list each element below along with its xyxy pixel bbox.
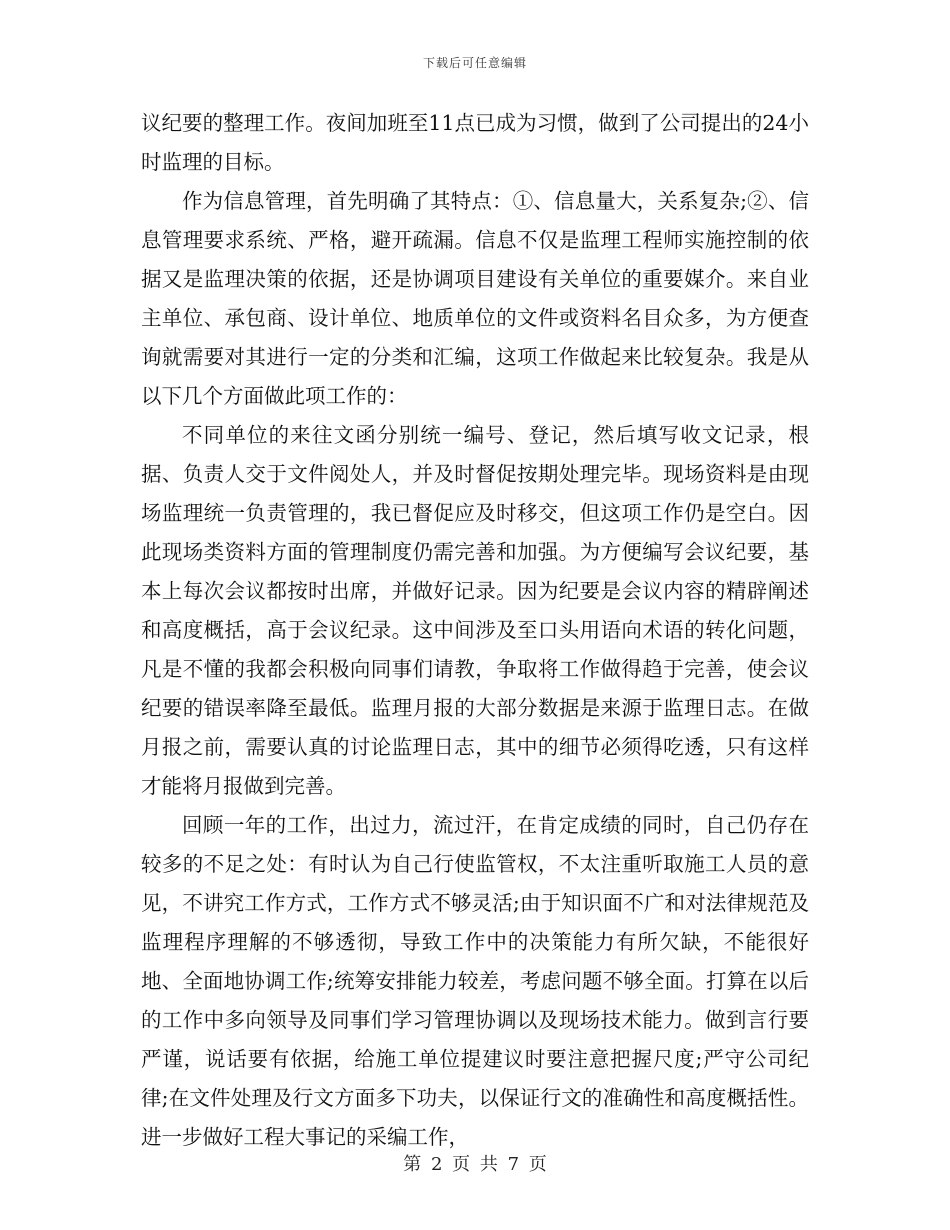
page-number: 第 2 页 共 7 页	[403, 1154, 547, 1175]
paragraph-document-handling: 不同单位的来往文函分别统一编号、登记，然后填写收文记录，根据、负责人交于文件阅处人，并及时督促按期处理完毕。现场资料是由现场监理统一负责管理的，我已督促应及时移交，但这项工作仍是空白。因此现场类资料方面的管理制度仍需完善和加强。为方便编写会议纪要，基本上每次会议都按时出席，并做好记录。因为纪要是会议内容的精辟阐述和高度概括，高于会议纪录。这中间涉及至口头用语向术语的转化问题，凡是不懂的我都会积极向同事们请教，争取将工作做得趋于完善，使会议纪要的错误率降至最低。监理月报的大部分数据是来源于监理日志。在做月报之前，需要认真的讨论监理日志，其中的细节必须得吃透，只有这样才能将月报做到完善。	[141, 423, 809, 798]
page-header-note: 下载后可任意编辑	[422, 56, 527, 70]
paragraph-self-review: 回顾一年的工作，出过力，流过汗，在肯定成绩的同时，自己仍存在较多的不足之处：有时认为自己行使监管权，不太注重听取施工人员的意见，不讲究工作方式，工作方式不够灵活;由于知识面不广和对法律规范及监理程序理解的不够透彻，导致工作中的决策能力有所欠缺，不能很好地、全面地协调工作;统筹安排能力较差，考虑问题不够全面。打算在以后的工作中多向领导及同事们学习管理协调以及现场技术能力。做到言行要严谨，说话要有依据，给施工单位提建议时要注意把握尺度;严守公司纪律;在文件处理及行文方面多下功夫，以保证行文的准确性和高度概括性。进一步做好工程大事记的采编工作，	[141, 813, 809, 1149]
paragraph-info-management: 作为信息管理，首先明确了其特点：①、信息量大，关系复杂;②、信息管理要求系统、严格，避开疏漏。信息不仅是监理工程师实施控制的依据又是监理决策的依据，还是协调项目建设有关单位的重要媒介。来自业主单位、承包商、设计单位、地质单位的文件或资料名目众多，为方便查询就需要对其进行一定的分类和汇编，这项工作做起来比较复杂。我是从以下几个方面做此项工作的：	[141, 189, 809, 408]
document-body	[141, 104, 809, 1157]
paragraph-continuation: 议纪要的整理工作。夜间加班至11点已成为习惯，做到了公司提出的24小时监理的目标。	[141, 111, 809, 174]
